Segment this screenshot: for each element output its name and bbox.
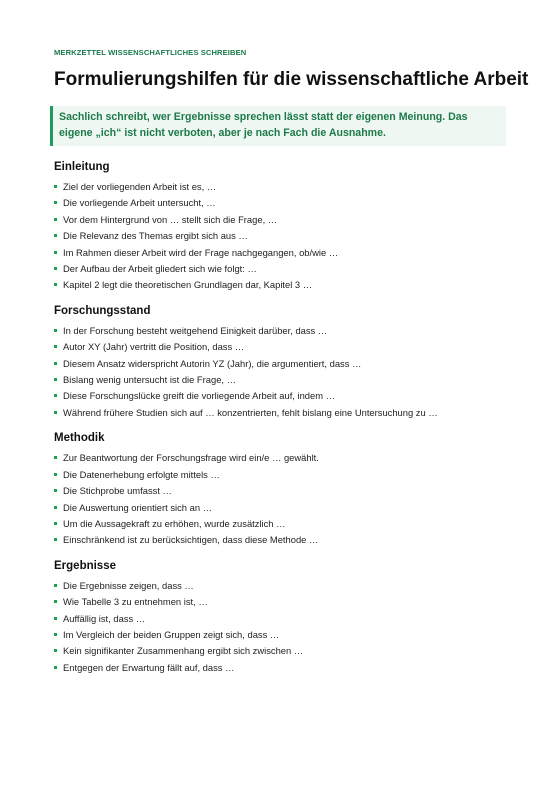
bullet-icon — [54, 411, 57, 414]
bullet-icon — [54, 600, 57, 603]
list-item — [54, 532, 506, 548]
list-item — [54, 212, 506, 228]
list-item — [54, 450, 506, 466]
phrase-list — [54, 179, 506, 294]
bullet-icon — [54, 267, 57, 270]
list-item-text: Die Relevanz des Themas ergibt sich aus … — [63, 230, 248, 242]
list-item — [54, 643, 506, 659]
section-title: Forschungsstand — [54, 304, 151, 317]
list-item-text: Um die Aussagekraft zu erhöhen, wurde zusätzlich … — [63, 517, 286, 529]
section-title: Methodik — [54, 432, 105, 445]
list-item — [54, 195, 506, 211]
list-item — [54, 578, 506, 594]
bullet-icon — [54, 283, 57, 286]
bullet-icon — [54, 394, 57, 397]
list-item — [54, 516, 506, 532]
list-item-text: Die Stichprobe umfasst … — [63, 485, 172, 497]
list-item-text: Diesem Ansatz widerspricht Autorin YZ (Jahr), die argumentiert, dass … — [63, 357, 362, 369]
list-item-text: Diese Forschungslücke greift die vorliegende Arbeit auf, indem … — [63, 390, 336, 402]
list-item-text: Wie Tabelle 3 zu entnehmen ist, … — [63, 596, 208, 608]
list-item — [54, 500, 506, 516]
list-item-text: Ziel der vorliegenden Arbeit ist es, … — [63, 181, 217, 192]
bullet-icon — [54, 201, 57, 204]
bullet-icon — [54, 522, 57, 525]
list-item-text: Die vorliegende Arbeit untersucht, … — [63, 197, 216, 209]
list-item-text: Kein signifikanter Zusammenhang ergibt sich zwischen … — [63, 645, 304, 657]
bullet-icon — [54, 538, 57, 541]
bullet-icon — [54, 506, 57, 509]
list-item — [54, 611, 506, 627]
list-item-text: Zur Beantwortung der Forschungsfrage wird ein/e … gewählt. — [63, 452, 319, 464]
list-item-text: Die Ergebnisse zeigen, dass … — [63, 579, 194, 591]
list-item — [54, 467, 506, 483]
bullet-icon — [54, 456, 57, 459]
list-item — [54, 483, 506, 499]
section-title: Einleitung — [54, 161, 110, 173]
bullet-icon — [54, 489, 57, 492]
list-item-text: Kapitel 2 legt die theoretischen Grundlagen dar, Kapitel 3 … — [63, 279, 313, 291]
phrase-list — [54, 450, 506, 548]
list-item-text: In der Forschung besteht weitgehend Einigkeit darüber, dass … — [63, 324, 328, 336]
page-title: Formulierungshilfen für die wissenschaftliche Arbeit — [54, 69, 529, 90]
bullet-icon — [54, 362, 57, 365]
bullet-icon — [54, 584, 57, 587]
list-item — [54, 339, 506, 355]
list-item-text: Während frühere Studien sich auf … konzentrierten, fehlt bislang eine Untersuchung zu … — [63, 406, 438, 418]
bullet-icon — [54, 185, 57, 188]
list-item-text: Die Datenerhebung erfolgte mittels … — [63, 468, 220, 480]
bullet-icon — [54, 218, 57, 221]
bullet-icon — [54, 234, 57, 237]
list-item — [54, 277, 506, 293]
list-item-text: Im Vergleich der beiden Gruppen zeigt sich, dass … — [63, 628, 280, 640]
list-item — [54, 660, 506, 676]
list-item-text: Im Rahmen dieser Arbeit wird der Frage nachgegangen, ob/wie … — [63, 246, 339, 258]
list-item — [54, 594, 506, 610]
list-item — [54, 245, 506, 261]
list-item — [54, 388, 506, 404]
list-item-text: Bislang wenig untersucht ist die Frage, … — [63, 374, 237, 386]
list-item-text: Entgegen der Erwartung fällt auf, dass … — [63, 661, 235, 673]
bullet-icon — [54, 329, 57, 332]
phrase-list — [54, 578, 506, 676]
document-eyebrow: MERKZETTEL WISSENSCHAFTLICHES SCHREIBEN — [54, 48, 247, 57]
bullet-icon — [54, 345, 57, 348]
bullet-icon — [54, 251, 57, 254]
list-item-text: Auffällig ist, dass … — [63, 612, 146, 624]
list-item-text: Der Aufbau der Arbeit gliedert sich wie folgt: … — [63, 263, 257, 275]
list-item-text: Autor XY (Jahr) vertritt die Position, dass … — [63, 341, 245, 353]
phrase-list — [54, 323, 506, 421]
bullet-icon — [54, 617, 57, 620]
list-item — [54, 323, 506, 339]
section-title: Ergebnisse — [54, 559, 116, 572]
bullet-icon — [54, 666, 57, 669]
list-item-text: Vor dem Hintergrund von … stellt sich die Frage, … — [63, 213, 278, 225]
list-item — [54, 356, 506, 372]
bullet-icon — [54, 378, 57, 381]
list-item — [54, 372, 506, 388]
list-item — [54, 179, 506, 195]
bullet-icon — [54, 633, 57, 636]
list-item-text: Die Auswertung orientiert sich an … — [63, 501, 213, 513]
list-item — [54, 405, 506, 421]
info-callout: Sachlich schreibt, wer Ergebnisse sprechen lässt statt der eigenen Meinung. Das eigene „ich“ ist nicht verboten, aber je nach Fach die Ausnahme. — [50, 106, 506, 146]
list-item — [54, 627, 506, 643]
list-item — [54, 261, 506, 277]
list-item — [54, 228, 506, 244]
bullet-icon — [54, 649, 57, 652]
list-item-text: Einschränkend ist zu berücksichtigen, dass diese Methode … — [63, 534, 319, 546]
sections-container — [54, 161, 506, 676]
bullet-icon — [54, 473, 57, 476]
